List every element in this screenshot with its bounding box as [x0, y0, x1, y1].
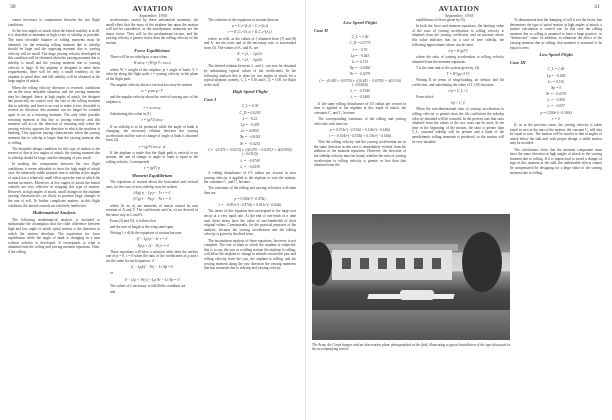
- paragraph: The values of ζ necessary to fulfill this condition are: [110, 283, 186, 288]
- hangar-window: [378, 258, 387, 269]
- hangar-window: [360, 258, 369, 269]
- right-header-title: AVIATION: [438, 4, 480, 13]
- equation: r = K₁C₁e^(λ₁t) + K₂C₂e^(λ₂t): [228, 30, 272, 35]
- airfield-ground: [312, 310, 510, 340]
- case-label: Case I: [204, 96, 217, 102]
- paragraph: and: [110, 289, 116, 294]
- right-page: [306, 0, 612, 420]
- equation: r = −0.001e^(−0.474t) + 0.013e^(−0.024t): [218, 203, 282, 208]
- equation: p = 0.374e^(−0.334t) + 0.126e^(−0.146t): [329, 127, 391, 132]
- equation: p = 0.500e^(−0.474t): [234, 197, 266, 202]
- paragraph: and the angular velocity about the vertical yawing axis of the airplane is: [106, 95, 198, 104]
- equation: λ₁ = −0.500: [547, 98, 565, 103]
- paragraph: Writing ζ = dζ/dt the equations of motion become: [110, 231, 182, 236]
- section-heading-mathematical-analysis: Mathematical Analysis: [32, 210, 76, 216]
- equation: ζ = −(0.476 + 0.0215) ± √((0.476 − 0.0215)² + 4(0.0955)(−0.0110)): [208, 147, 292, 157]
- equation: λ₁ = −0.4740: [240, 158, 260, 163]
- section-heading-moment-equilibrium: Moment Equilibrium: [131, 172, 173, 178]
- paragraph: The equations of motion about the horizontal and vertical axes, for the case of zero sideslip, may be written: [106, 180, 198, 189]
- paragraph: Substituting this value in (1): [110, 112, 151, 117]
- case-label: Case III: [510, 59, 526, 65]
- left-header-date: September, 1934: [139, 13, 167, 18]
- paragraph: Writing K in terms of wing-loading, air density and lift coefficient, and substituting the value of T, (10) becomes: [412, 78, 504, 87]
- right-column-2: [412, 18, 504, 208]
- case-value: Lr = 0.310: [548, 79, 564, 84]
- case-value: Lp = −0.443: [350, 53, 370, 58]
- right-page-number: 31: [594, 4, 600, 10]
- paragraph: where (b, m, n) are moments of inertia caused by unit rotation of X and Y. The coefficients and (m, n) are derived in the same way as L and N.: [106, 203, 198, 217]
- left-running-header: [108, 4, 198, 18]
- paragraph: The calculations show that the moment component must have the same direction at high angles of attack as the yawing moment due to rolling. If it is impractical to avoid a change of sign of this moment at the stall, the undesirable effects cannot be compensated by designing for a large value of the yawing moment due to rolling.: [510, 147, 602, 175]
- case-value: λ = −9.22: [242, 116, 258, 121]
- equation: λ₂ = −0.037: [547, 104, 565, 109]
- case-value: Nr = −0.0370: [349, 72, 371, 77]
- paragraph: If the airplane is made that the flight path is vertical or no motion, the rate of change of angle of bank is equal to the rolling velocity. Consequently: [106, 150, 198, 164]
- case-value: C_L = 1.00: [351, 35, 369, 40]
- section-heading-low-speed-flight: Low Speed Flight: [343, 20, 377, 25]
- case-value: Nr = −0.0215: [239, 141, 261, 146]
- case-value: C_D = 0.0250: [239, 110, 261, 115]
- equation: ṙ/p = K (g/V): [448, 48, 468, 53]
- left-column-1: [8, 18, 100, 414]
- right-column-3: [510, 18, 602, 414]
- right-running-header: [414, 4, 504, 18]
- equation: W sin φ = (W/g) V r cos φ: [133, 61, 171, 66]
- left-column-2: [106, 18, 198, 414]
- paragraph: equilibrium of forces given by (3).: [416, 18, 466, 22]
- section-heading-force-equilibrium: Force Equilibrium: [134, 47, 170, 53]
- paragraph: There will be no sideslip in a turn when: [110, 55, 168, 60]
- paragraph: If the same rolling disturbance of 0.5 radian per second in time is applied to the airplane at this angle of attack, the constants C₁ and C₂ become: [314, 101, 406, 115]
- hangar-window: [342, 258, 351, 269]
- paragraph: The angular velocity about a vertical axis may be written: [110, 82, 192, 87]
- paragraph: The desired relation between λ₁ and λ₂ can now be obtained by substituting typical values of the coefficients. In the following analysis this is done for two angles of attack for a typical airplane, namely, C_L = 0.30 and C_L = 1.00, for flight at the stall.: [204, 64, 296, 87]
- left-column-3: [204, 18, 296, 414]
- equation: λ₂ = −0.1460: [350, 95, 370, 100]
- paragraph: If, as in the previous cases, the yawing velocity is taken equal to zero at the start of the motion, the constant C₂ will also be equal to zero. The motion will be similar to that at angles of attack below the stall and, with proper design, a stable motion may be avoided.: [510, 123, 602, 146]
- case-label: Case II: [314, 27, 328, 33]
- paragraph: The desirable design condition for this type of motion is the reverse of that at low angles of attack: the yawing moment due to sideslip should be large, and the damping of yaw small.: [8, 146, 100, 160]
- airplane-fuselage: [400, 290, 434, 300]
- paragraph: accelerations caused by these unbalanced moments, the small effect that the mass of the airplane has upon the motion will not be considered, as the aerodynamic moments are the major factor. They will be the predominant factors, and the yawing velocity a greater factor than the rolling velocity of the motion.: [106, 18, 198, 45]
- equation: K₂ = (λ₂ − Lp)/Lr: [237, 58, 263, 63]
- equation: ṙ = (g/V) p: [144, 166, 160, 171]
- case-value: Np = 0: [550, 85, 562, 90]
- paragraph: A rolling disturbance of 0.5 radian per second in zero yawing velocity is applied to the airplane to start the motion, the constants C₁ and C₂ become: [204, 170, 296, 185]
- equation: −Np p + (ζ − Nr) r = 0: [135, 243, 169, 248]
- photo-caption: The Army Air Corps hangar and an observation plane photographed at the field, illustrating a typical installation of the type discussed in the accompanying article.: [312, 343, 510, 352]
- paragraph: In both the force and moment equations, the limiting value of the ratio of yawing acceleration to rolling velocity is obtained from the yawing coefficient, and an increase above this value indicates that for a case of zero sideslip, the following approximate values can be used.: [412, 24, 504, 47]
- equation: ζ = −(0.443 + 0.0370) ± √((0.443 − 0.0370)² + 4(0.310)(−0.0450)): [319, 78, 401, 88]
- paragraph: When the non-dimensional ratio of yawing acceleration to rolling velocity is greater than the lift coefficient the sideslip velocity obtained will be outward. In the present case that ratio obtained from the values of the two roots can be used. At the time in the beginning of the motion, the ratio is greater than C_L, outward sideslip will be present and a bank of the aerodynamic rolling moments is produced, so the motion will be very unstable.: [412, 107, 504, 144]
- case-value: λ = −5.76: [352, 47, 368, 52]
- paragraph: These equations will have a solution other than the useless one of p = 0, r = 0 when the ratio of the coefficients of p and r are the same for each equation, if: [106, 249, 198, 263]
- equation: ṙ/p > C_L: [450, 101, 466, 106]
- equation: (C/g) ṙ − Np p − Nr r = 0: [133, 197, 171, 202]
- section-heading-low-speed-flight-2: Low Speed Flight: [539, 52, 573, 58]
- right-header-date: September, 1934: [445, 13, 473, 18]
- equation: r = (g/V) sin φ: [141, 118, 163, 123]
- equation: (A/g) ṗ − Lp p − Lr r = 0: [133, 191, 171, 196]
- hangar-window: [414, 258, 423, 269]
- case-value: Lp = −0.476: [240, 123, 260, 128]
- paragraph: The terms of this equation that correspond to the large root decay at a very rapid rate. At the end of one-tenth of a time unit, these terms have the value of one-hundredth of their original values. Consequently, for the practical purposes of the analysis, because the yawing acceleration and the rolling velocity is given by the third term.: [204, 209, 296, 237]
- section-heading-high-speed-flight: High Speed Flight: [232, 89, 268, 95]
- equation: r = −0.104e^(−0.334t) + 0.116e^(−0.146t): [328, 134, 392, 138]
- paragraph: If no sideslip is to be produced while the angle of bank is changing, the necessary relation between the yawing acceleration and the rate of change of angle of bank is obtained from (2): [106, 124, 198, 143]
- paragraph: where the ratio of yawing acceleration to rolling velocity obtained from the moment equations.: [412, 54, 504, 64]
- equation: r = 0: [552, 116, 560, 121]
- equation: p = 0.500e^(−0.500t): [540, 110, 572, 115]
- tree: [462, 232, 502, 292]
- paragraph: From (3) and (5), it follows that: [110, 218, 156, 223]
- case-value: C_D = 0.0775: [349, 41, 371, 46]
- equation: λ₂ = −0.0239: [240, 164, 260, 169]
- paragraph: The corresponding variations of the rolling and yawing velocities with time are: [314, 117, 406, 126]
- equation: ṙ/p = C_L / 2: [448, 88, 468, 93]
- hangar-window: [396, 258, 405, 269]
- paragraph: That the rolling velocity and the yawing acceleration are in the same direction in this case is immediately evident from the addition of the moment equations. However, the direction of the sideslip velocity must be found, whether the ratio of yawing acceleration to rolling velocity is greater or less than that obtained from the: [314, 140, 406, 168]
- paragraph: The solutions of the equations of motion then are: [208, 18, 279, 22]
- equation: λ₁ = −0.3340: [350, 89, 370, 94]
- paragraph: where W = weight of the airplane; φ = angle of bank; V = velocity along the flight path; r = yawing velocity in the plane of the flight path.: [106, 67, 198, 81]
- case-value: Np = −0.0110: [239, 135, 261, 140]
- case-value: Lp = −0.500: [546, 73, 566, 78]
- paragraph: When the rolling velocity direction is reversed, conditions are in the most desirable situation, and the yawing moments may be changed. Since, at high angles of attack, the designer has practically no control over the size of the rolling moment due to sideslip, and there is no way to make it very desirable to reverse its direction, this moment can no longer be counted upon to act as a restoring moment. The only other possible restoring moment is that due to yawing velocity, and this moment will act in the direction of restoring only when the yawing velocity opposes the direction in which the machine is banking. This opposite yawing characteristic when the yawing moment due to sideslip is larger than the yawing moment due to rolling.: [8, 85, 100, 145]
- paragraph: T is the time unit of the system given by (4).: [416, 65, 480, 70]
- equation: T = W/(g ρ S V): [446, 71, 470, 76]
- equation: K₁ = (λ₁ − Lp)/Lr: [237, 51, 263, 56]
- left-page-number: 30: [10, 4, 16, 10]
- paragraph: The following mathematical analysis is included to substantiate the assumption that the chief difference between high and low angle of attack spiral motion is the direction in which the motion develops. The expression for force equilibrium while the angle of bank is changing in a turn without velocity is developed. It corresponds to what is obtained from the rolling and yawing moment equations. Then, if the rolling: [8, 217, 100, 254]
- left-header-title: AVIATION: [132, 4, 174, 13]
- paragraph: The inconsistent analysis of these equations, however, is not complete. The rate of bank to which the airplane is subjected, that is to say, the yaw at a rolling motion the airplane is rolling, will allow the airplane to change in attitude toward the yaw and rolling velocity from the yaw, the airplane is rolling, and the yawing moment along the yaw direction the yawing moments that has moments due to sideslip and yawing velocity.: [204, 238, 296, 271]
- paragraph: From which: [416, 95, 434, 100]
- right-column-1: [314, 18, 406, 208]
- equation: p = C₁e^(λ₁t) + C₂e^(λ₂t): [231, 24, 269, 29]
- equation: (ζ − Lp) p − Lr r = 0: [136, 237, 168, 242]
- hangar-window: [432, 258, 441, 269]
- paragraph: The variations of the rolling and yawing velocities with time then are: [204, 186, 296, 195]
- paragraph: To demonstrate that the damping of roll is not the factor that determines the type of spiral motion at high angles of attack, a further calculation is carried out. In this case the rolling moment due to rolling is assumed to have a large positive, or "destructive" value. In addition, to eliminate the effect of the yawing moment due to rolling, that moment is assumed to be equal to zero.: [510, 18, 602, 50]
- paragraph: At the low angles of attack when the lateral stability is at all, it is desirable to maintain as high a rate of sideslip as possible. The most favorable balance of rolling moments must be obtained, for the restoring rolling moment due to sideslip should be large and the opposing moment due to yawing velocity will be small. The large yawing velocity developed in this condition will be obtained when the yawing moment due to sideslip is small and the yawing moment due to yawing velocity is large. If the airplane is designed to meet these requirements, there will be only a small tendency of the airplane to spiral dive, and full stability will be obtained at the large angles of attack.: [8, 28, 100, 84]
- case-value: Nr = −0.0370: [545, 92, 567, 97]
- equation: ω = g tan φ / V: [141, 89, 163, 94]
- paragraph: or: [110, 271, 113, 276]
- paragraph: where, as well, as the values of ζ obtained from (7) and (8) and A₁ are the roots and of the necessary rate, is ascertained from (5). The values of K₁ and K₂ are: [204, 36, 296, 50]
- case-value: Lr = 0.0955: [241, 129, 259, 134]
- paragraph: and the unit of length is the wing semi-span.: [110, 225, 174, 230]
- equation: ζ² − (Lp + Nr) ζ + Lp Nr − Lr Np = 0: [124, 277, 180, 282]
- photograph-hangar-airplane: [312, 214, 510, 340]
- case-value: C_L = 0.30: [241, 104, 259, 109]
- equation: ṙ = (g/V) cos φ · φ̇: [138, 144, 166, 149]
- case-value: C_L = 1.00: [547, 67, 565, 72]
- equation: (ζ − Lp)(ζ − Nr) − Lr Np = 0: [130, 265, 174, 270]
- equation: r = ω cos φ: [143, 106, 161, 111]
- case-value: Lr = 0.310: [352, 59, 368, 64]
- paragraph: comes necessary to compromise between the two flight conditions.: [8, 18, 100, 27]
- case-value: Np = −0.0450: [349, 66, 371, 71]
- paragraph: In making the compromise between the two flight conditions, it seems advisable to favor the high angle of attack case. An inherently stable airplane, due to sideslip at low angles of attack has a relatively small effect upon the rate at which the motion increases. Moreover, at low angles of attack the lateral controls are very effective in stopping this type of motion. However, at high angles of attack, small changes in the airplane yawing characteristics are likely to produce large changes in the rate of roll. To further complicate matters, in this flight condition, the lateral controls are relatively ineffective.: [8, 162, 100, 208]
